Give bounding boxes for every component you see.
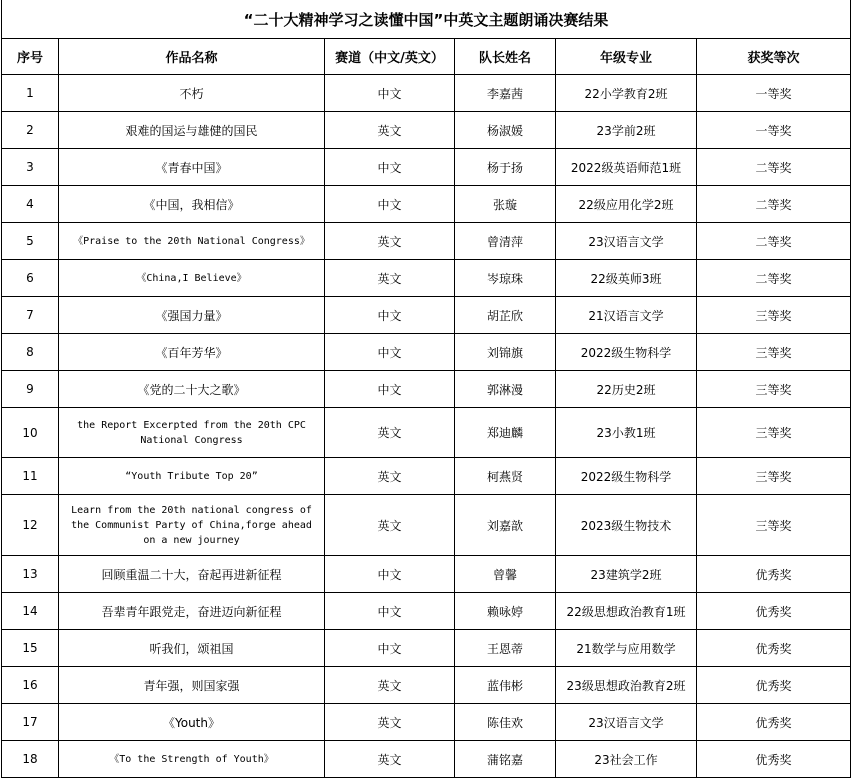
table-row — [2, 495, 851, 556]
cell-award: 三等奖 — [697, 297, 851, 334]
table-row — [2, 223, 851, 260]
table-row — [2, 149, 851, 186]
cell-track: 中文 — [325, 593, 455, 630]
cell-award: 三等奖 — [697, 371, 851, 408]
cell-work: 《百年芳华》 — [59, 334, 325, 371]
cell-captain: 蒲铭嘉 — [455, 741, 556, 778]
cell-track: 中文 — [325, 75, 455, 112]
cell-major: 23社会工作 — [556, 741, 697, 778]
cell-award: 优秀奖 — [697, 704, 851, 741]
cell-work: 《To the Strength of Youth》 — [59, 741, 325, 778]
cell-award: 三等奖 — [697, 334, 851, 371]
cell-captain: 赖咏婷 — [455, 593, 556, 630]
table-row — [2, 186, 851, 223]
cell-major: 22级应用化学2班 — [556, 186, 697, 223]
cell-major: 2023级生物技术 — [556, 495, 697, 556]
cell-work: 听我们，颂祖国 — [59, 630, 325, 667]
cell-track: 英文 — [325, 704, 455, 741]
cell-award: 优秀奖 — [697, 741, 851, 778]
cell-track: 中文 — [325, 630, 455, 667]
table-row — [2, 704, 851, 741]
cell-award: 三等奖 — [697, 458, 851, 495]
cell-award: 优秀奖 — [697, 593, 851, 630]
cell-major: 23建筑学2班 — [556, 556, 697, 593]
cell-work: 《Youth》 — [59, 704, 325, 741]
cell-captain: 刘锦旗 — [455, 334, 556, 371]
cell-no: 16 — [2, 667, 59, 704]
cell-major: 21数学与应用数学 — [556, 630, 697, 667]
cell-no: 18 — [2, 741, 59, 778]
cell-track: 英文 — [325, 223, 455, 260]
cell-track: 英文 — [325, 495, 455, 556]
header-award: 获奖等次 — [697, 39, 851, 75]
cell-work: 回顾重温二十大，奋起再进新征程 — [59, 556, 325, 593]
cell-track: 中文 — [325, 186, 455, 223]
cell-work: 《Praise to the 20th National Congress》 — [59, 223, 325, 260]
cell-major: 22级英师3班 — [556, 260, 697, 297]
header-work: 作品名称 — [59, 39, 325, 75]
cell-major: 21汉语言文学 — [556, 297, 697, 334]
cell-track: 英文 — [325, 667, 455, 704]
cell-work: 不朽 — [59, 75, 325, 112]
cell-work: 青年强，则国家强 — [59, 667, 325, 704]
table-row — [2, 630, 851, 667]
cell-no: 5 — [2, 223, 59, 260]
cell-award: 二等奖 — [697, 186, 851, 223]
results-table — [1, 0, 851, 778]
cell-no: 2 — [2, 112, 59, 149]
cell-captain: 杨淑媛 — [455, 112, 556, 149]
cell-no: 4 — [2, 186, 59, 223]
cell-no: 6 — [2, 260, 59, 297]
cell-track: 中文 — [325, 334, 455, 371]
cell-captain: 柯燕贤 — [455, 458, 556, 495]
cell-major: 2022级生物科学 — [556, 334, 697, 371]
cell-track: 英文 — [325, 408, 455, 458]
cell-no: 9 — [2, 371, 59, 408]
cell-no: 12 — [2, 495, 59, 556]
cell-captain: 刘嘉歆 — [455, 495, 556, 556]
cell-captain: 杨于扬 — [455, 149, 556, 186]
cell-award: 三等奖 — [697, 495, 851, 556]
cell-work: 《中国，我相信》 — [59, 186, 325, 223]
cell-major: 23汉语言文学 — [556, 223, 697, 260]
cell-work: 《强国力量》 — [59, 297, 325, 334]
cell-captain: 岑琼珠 — [455, 260, 556, 297]
cell-no: 7 — [2, 297, 59, 334]
cell-no: 17 — [2, 704, 59, 741]
cell-major: 22小学教育2班 — [556, 75, 697, 112]
cell-captain: 曾清萍 — [455, 223, 556, 260]
cell-captain: 李嘉茜 — [455, 75, 556, 112]
cell-award: 优秀奖 — [697, 630, 851, 667]
header-captain: 队长姓名 — [455, 39, 556, 75]
cell-track: 中文 — [325, 149, 455, 186]
cell-track: 英文 — [325, 260, 455, 297]
cell-work: 吾辈青年跟党走，奋进迈向新征程 — [59, 593, 325, 630]
table-row — [2, 297, 851, 334]
cell-no: 8 — [2, 334, 59, 371]
cell-major: 2022级英语师范1班 — [556, 149, 697, 186]
cell-major: 23汉语言文学 — [556, 704, 697, 741]
header-track: 赛道（中文/英文） — [325, 39, 455, 75]
cell-major: 23小教1班 — [556, 408, 697, 458]
cell-track: 英文 — [325, 741, 455, 778]
cell-award: 一等奖 — [697, 75, 851, 112]
cell-award: 二等奖 — [697, 149, 851, 186]
cell-work: 艰难的国运与雄健的国民 — [59, 112, 325, 149]
table-row — [2, 458, 851, 495]
cell-work: 《China,I Believe》 — [59, 260, 325, 297]
cell-no: 11 — [2, 458, 59, 495]
cell-captain: 胡芷欣 — [455, 297, 556, 334]
cell-work: “Youth Tribute Top 20” — [59, 458, 325, 495]
page-title: “二十大精神学习之读懂中国”中英文主题朗诵决赛结果 — [2, 0, 851, 39]
cell-track: 中文 — [325, 371, 455, 408]
cell-work: the Report Excerpted from the 20th CPC National Congress — [59, 408, 325, 458]
cell-no: 13 — [2, 556, 59, 593]
table-row — [2, 593, 851, 630]
cell-track: 中文 — [325, 297, 455, 334]
cell-captain: 王恩蒂 — [455, 630, 556, 667]
cell-no: 1 — [2, 75, 59, 112]
cell-major: 2022级生物科学 — [556, 458, 697, 495]
cell-no: 15 — [2, 630, 59, 667]
cell-captain: 蓝伟彬 — [455, 667, 556, 704]
cell-captain: 张璇 — [455, 186, 556, 223]
cell-no: 14 — [2, 593, 59, 630]
table-row — [2, 112, 851, 149]
header-row — [2, 39, 851, 75]
table-row — [2, 260, 851, 297]
header-no: 序号 — [2, 39, 59, 75]
cell-track: 英文 — [325, 458, 455, 495]
cell-award: 优秀奖 — [697, 667, 851, 704]
cell-work: 《党的二十大之歌》 — [59, 371, 325, 408]
table-row — [2, 667, 851, 704]
cell-award: 优秀奖 — [697, 556, 851, 593]
cell-work: 《青春中国》 — [59, 149, 325, 186]
cell-award: 一等奖 — [697, 112, 851, 149]
cell-award: 三等奖 — [697, 408, 851, 458]
cell-major: 23级思想政治教育2班 — [556, 667, 697, 704]
cell-award: 二等奖 — [697, 223, 851, 260]
cell-track: 中文 — [325, 556, 455, 593]
table-row — [2, 741, 851, 778]
cell-captain: 郑迪麟 — [455, 408, 556, 458]
cell-no: 10 — [2, 408, 59, 458]
table-row — [2, 371, 851, 408]
cell-captain: 陈佳欢 — [455, 704, 556, 741]
header-major: 年级专业 — [556, 39, 697, 75]
cell-major: 22级思想政治教育1班 — [556, 593, 697, 630]
table-row — [2, 408, 851, 458]
cell-captain: 郭淋漫 — [455, 371, 556, 408]
cell-no: 3 — [2, 149, 59, 186]
cell-major: 23学前2班 — [556, 112, 697, 149]
cell-work: Learn from the 20th national congress of the Communist Party of China,forge ahead on a new journey — [59, 495, 325, 556]
cell-award: 二等奖 — [697, 260, 851, 297]
cell-track: 英文 — [325, 112, 455, 149]
table-row — [2, 75, 851, 112]
cell-major: 22历史2班 — [556, 371, 697, 408]
table-row — [2, 556, 851, 593]
cell-captain: 曾馨 — [455, 556, 556, 593]
table-row — [2, 334, 851, 371]
